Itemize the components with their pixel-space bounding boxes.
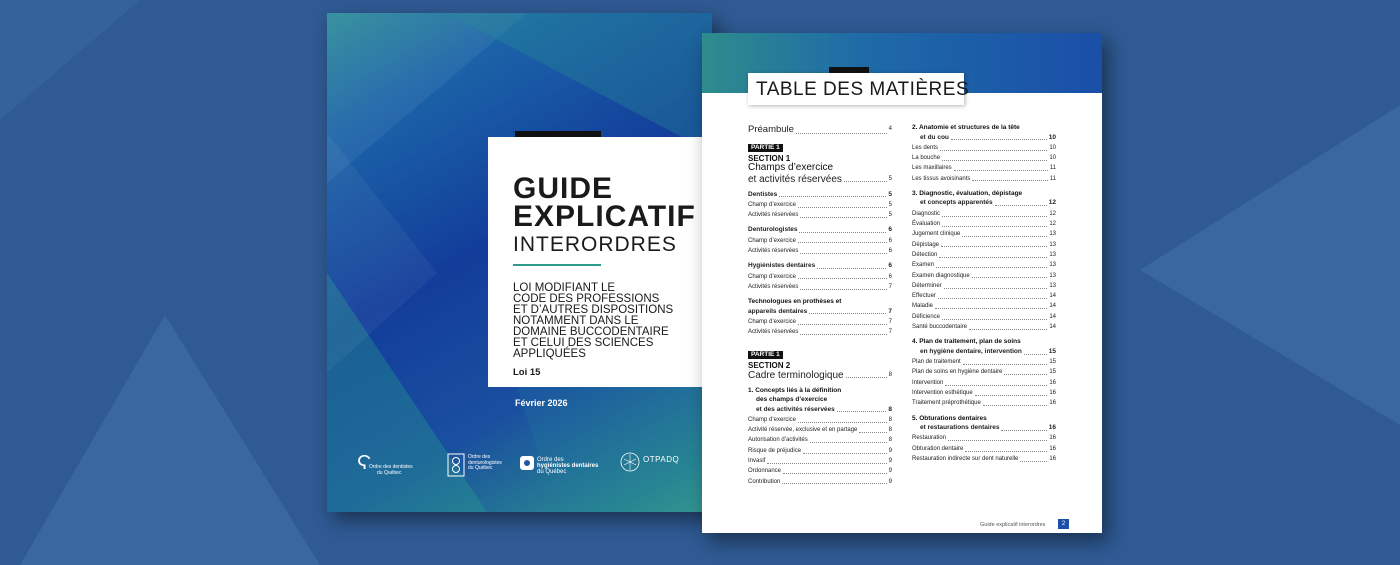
entry-title: Denturologistes: [748, 226, 798, 234]
toc-entry-hygienistes[interactable]: [748, 261, 892, 271]
toc-entry[interactable]: Activités réservées 7: [748, 283, 892, 290]
page-number: 2: [1058, 519, 1069, 529]
toc-entry[interactable]: Autorisation d’activités 8: [748, 437, 892, 444]
cover-loi: Loi 15: [513, 367, 541, 378]
subtitle-line: CODE DES PROFESSIONS: [513, 293, 660, 305]
toc-entry[interactable]: Traitement préprothétique 16: [912, 400, 1056, 407]
toc-group-title: des champs d’exercice: [756, 396, 828, 404]
toc-entry-section2[interactable]: [748, 370, 892, 381]
toc-entry[interactable]: Dépistage 13: [912, 241, 1056, 248]
entry-title: Hygiénistes dentaires: [748, 262, 816, 270]
entry-title: et activités réservées: [748, 173, 842, 185]
toc-entry[interactable]: Contribution 9: [748, 478, 892, 485]
subtitle-line: APPLIQUÉES: [513, 348, 586, 360]
section-label: SECTION 2: [748, 360, 791, 370]
otpadq-logo-icon: [619, 451, 641, 473]
toc-entry[interactable]: Diagnostic 12: [912, 210, 1056, 217]
toc-entry[interactable]: Champ d’exercice 6: [748, 237, 892, 244]
entry-title: Préambule: [748, 124, 794, 135]
toc-entry[interactable]: Maladie 14: [912, 303, 1056, 310]
toc-entry[interactable]: Champ d’exercice 8: [748, 416, 892, 423]
cover-logos: [327, 451, 712, 491]
toc-entry-diagnostic[interactable]: et concepts apparentés 12: [920, 199, 1056, 207]
toc-entry[interactable]: Activités réservées 7: [748, 329, 892, 336]
cover-divider: [513, 264, 601, 266]
entry-page: 7: [888, 307, 892, 315]
toc-entry[interactable]: Les maxillaires 11: [912, 165, 1056, 172]
toc-entry-technologues[interactable]: [748, 307, 892, 317]
toc-group-title: 1. Concepts liés à la définition: [748, 386, 842, 394]
toc-entry[interactable]: Déterminer 13: [912, 282, 1056, 289]
toc-entry[interactable]: Restauration indirecte sur dent naturelle 16: [912, 456, 1056, 463]
toc-entry[interactable]: Les dents 10: [912, 144, 1056, 151]
cover-title-line1: GUIDE: [513, 172, 614, 205]
toc-entry-section1[interactable]: [748, 174, 892, 185]
entry-page: 5: [888, 175, 892, 182]
entry-title: appareils dentaires: [748, 307, 808, 315]
toc-entry[interactable]: Champ d’exercice 6: [748, 273, 892, 280]
entry-title: Dentistes: [748, 190, 778, 198]
toc-page: [702, 33, 1102, 533]
partie-badge: PARTIE 1: [748, 351, 783, 359]
subtitle-line: ET CELUI DES SCIENCES: [513, 337, 654, 349]
toc-entry[interactable]: Champ d’exercice 5: [748, 201, 892, 208]
denturologistes-logo-icon: [447, 453, 465, 477]
logo-text: Ordre des: [537, 457, 564, 463]
dentistes-logo-icon: Ϛ: [357, 452, 372, 474]
toc-entry[interactable]: Évaluation 12: [912, 221, 1056, 228]
toc-entry[interactable]: Plan de soins en hygiène dentaire 15: [912, 369, 1056, 376]
toc-entry-anatomie[interactable]: et du cou 10: [920, 133, 1056, 141]
toc-entry-preambule[interactable]: [748, 123, 892, 136]
toc-entry[interactable]: Les tissus avoisinants 11: [912, 175, 1056, 182]
toc-column-1: [748, 123, 892, 487]
toc-group-title: 2. Anatomie et structures de la tête: [912, 124, 1020, 131]
entry-page: 8: [888, 405, 892, 413]
logo-text: OTPADQ: [643, 455, 680, 464]
subtitle-line: ET D’AUTRES DISPOSITIONS: [513, 304, 674, 316]
toc-entry[interactable]: Examen 13: [912, 262, 1056, 269]
toc-title-box: [748, 73, 970, 105]
subtitle-line: LOI MODIFIANT LE: [513, 282, 616, 294]
toc-entry[interactable]: Détection 13: [912, 251, 1056, 258]
cover-subtitle: [513, 283, 708, 360]
page-footer: Guide explicatif interordres: [980, 522, 1046, 528]
entry-page: 5: [888, 190, 892, 198]
cover-title-line3: INTERORDRES: [513, 233, 677, 256]
partie-badge: PARTIE 1: [748, 144, 783, 152]
toc-entry[interactable]: Plan de traitement 15: [912, 359, 1056, 366]
toc-entry[interactable]: Intervention 16: [912, 379, 1056, 386]
toc-entry[interactable]: Effectuer 14: [912, 293, 1056, 300]
toc-entry[interactable]: Déficience 14: [912, 313, 1056, 320]
section-label: SECTION 1: [748, 154, 791, 163]
toc-entry[interactable]: La bouche 10: [912, 155, 1056, 162]
toc-entry[interactable]: Intervention esthétique 16: [912, 390, 1056, 397]
toc-group-title: 4. Plan de traitement, plan de soins: [912, 338, 1021, 346]
toc-group-title: Technologues en prothèses et: [748, 298, 842, 306]
entry-page: 8: [888, 371, 892, 378]
entry-page: 6: [888, 262, 892, 270]
toc-entry[interactable]: Jugement clinique 13: [912, 231, 1056, 238]
toc-entry-dentistes[interactable]: [748, 190, 892, 200]
entry-title: Cadre terminologique: [748, 369, 844, 381]
cover-title-line2: EXPLICATIF: [513, 200, 696, 233]
toc-title: TABLE DES MATIÈRES: [756, 79, 970, 100]
toc-entry-concepts[interactable]: [748, 405, 892, 415]
logo-text: denturologistes: [468, 459, 502, 466]
toc-entry[interactable]: Obturation dentaire 16: [912, 445, 1056, 452]
cover-date: Février 2026: [515, 398, 568, 408]
subtitle-line: DOMAINE BUCCODENTAIRE: [513, 326, 669, 338]
toc-column-2: [912, 123, 1056, 464]
logo-text: Ordre des dentistes: [369, 464, 413, 470]
toc-entry[interactable]: Activités réservées 6: [748, 247, 892, 254]
entry-title: et des activités réservées: [756, 405, 835, 413]
toc-entry[interactable]: Ordonnance 9: [748, 468, 892, 475]
cover-title-card: [488, 137, 712, 387]
toc-entry[interactable]: Restauration 16: [912, 435, 1056, 442]
toc-group-title: 3. Diagnostic, évaluation, dépistage: [912, 189, 1023, 197]
logo-text: du Québec: [468, 465, 493, 471]
toc-entry[interactable]: Activité réservée, exclusive et en partage 8: [748, 427, 892, 434]
subtitle-line: NOTAMMENT DANS LE: [513, 315, 639, 327]
guide-cover: [327, 13, 712, 512]
entry-page: 6: [888, 226, 892, 234]
logo-text: Ordre des: [468, 454, 491, 460]
logo-text: du Québec: [377, 469, 402, 476]
toc-entry[interactable]: Examen diagnostique 13: [912, 272, 1056, 279]
toc-entry[interactable]: Santé buccodentaire 14: [912, 324, 1056, 331]
section-title: Champs d’exercice: [748, 162, 834, 173]
toc-entry[interactable]: Risque de préjudice 9: [748, 447, 892, 454]
toc-group-title: 5. Obturations dentaires: [912, 414, 987, 422]
hygienistes-logo-icon: [519, 455, 535, 471]
entry-page: 4: [888, 126, 892, 132]
toc-entry[interactable]: Invasif 9: [748, 458, 892, 465]
toc-entry-denturologistes[interactable]: [748, 225, 892, 235]
toc-entry-obturations[interactable]: et restaurations dentaires 16: [920, 424, 1056, 432]
toc-entry[interactable]: Activités réservées 5: [748, 212, 892, 219]
logo-text: hygiénistes dentaires: [537, 463, 599, 469]
toc-entry[interactable]: Champ d’exercice 7: [748, 318, 892, 325]
logo-text: du Québec: [537, 469, 567, 475]
toc-entry-plan[interactable]: en hygiène dentaire, intervention 15: [920, 347, 1056, 355]
